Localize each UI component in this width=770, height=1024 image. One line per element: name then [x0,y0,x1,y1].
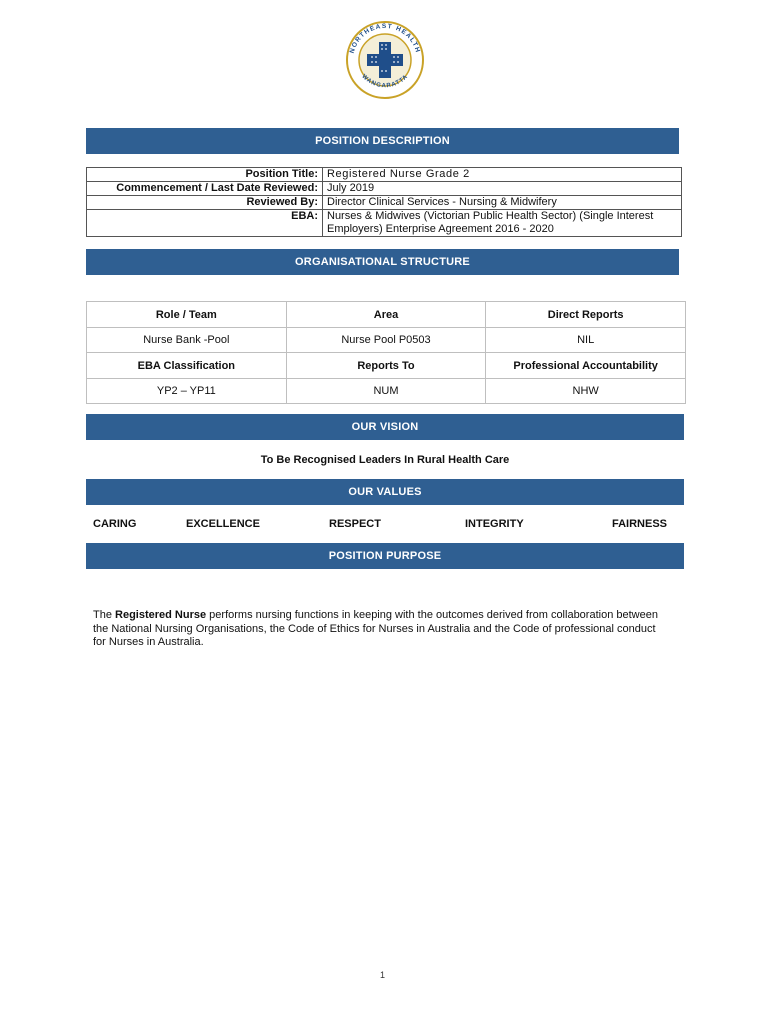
info-row [87,182,682,196]
value-caring: CARING [93,518,137,530]
area-value: Nurse Pool P0503 [286,328,486,353]
eba-classification-header: EBA Classification [87,353,287,379]
info-row [87,210,682,237]
position-purpose-header: POSITION PURPOSE [86,543,684,569]
direct-reports-value: NIL [486,328,686,353]
position-title-value: Registered Nurse Grade 2 [323,168,682,182]
purpose-bold-role: Registered Nurse [115,609,207,621]
value-fairness: FAIRNESS [612,518,668,530]
info-row [87,168,682,182]
reviewed-by-label: Reviewed By: [87,196,323,210]
organisational-structure-header: ORGANISATIONAL STRUCTURE [86,249,679,275]
position-description-header: POSITION DESCRIPTION [86,128,679,154]
northeast-health-logo [337,16,433,100]
role-team-value: Nurse Bank -Pool [87,328,287,353]
vision-statement: To Be Recognised Leaders In Rural Health Care [260,454,510,466]
eba-classification-value: YP2 – YP11 [87,379,287,404]
page-number: 1 [380,970,386,980]
role-team-header: Role / Team [87,302,287,328]
reviewed-by-value: Director Clinical Services - Nursing & Midwifery [323,196,682,210]
position-info-table [86,167,682,237]
position-title-label: Position Title: [87,168,323,182]
professional-accountability-value: NHW [486,379,686,404]
eba-label: EBA: [87,210,323,237]
commencement-label: Commencement / Last Date Reviewed: [87,182,323,196]
our-values-header: OUR VALUES [86,479,684,505]
info-row [87,196,682,210]
reports-to-header: Reports To [286,353,486,379]
our-vision-header: OUR VISION [86,414,684,440]
org-structure-table [86,301,686,404]
commencement-value: July 2019 [323,182,682,196]
value-excellence: EXCELLENCE [186,518,260,530]
position-purpose-text: The Registered Nurse performs nursing functions in keeping with the outcomes derived from collaboration between the National Nursing Organisations, the Code of Ethics for Nurses in Australia and the Code of professional conduct for Nurses in Australia. [93,609,658,648]
value-respect: RESPECT [329,518,381,530]
professional-accountability-header: Professional Accountability [486,353,686,379]
area-header: Area [286,302,486,328]
value-integrity: INTEGRITY [465,518,524,530]
svg-text:WANGARATTA: WANGARATTA [360,73,410,90]
svg-text:NORTHEAST HEALTH: NORTHEAST HEALTH [348,22,422,55]
reports-to-value: NUM [286,379,486,404]
direct-reports-header: Direct Reports [486,302,686,328]
eba-value: Nurses & Midwives (Victorian Public Health Sector) (Single Interest Employers) Enterprise Agreement 2016 - 2020 [323,210,682,237]
